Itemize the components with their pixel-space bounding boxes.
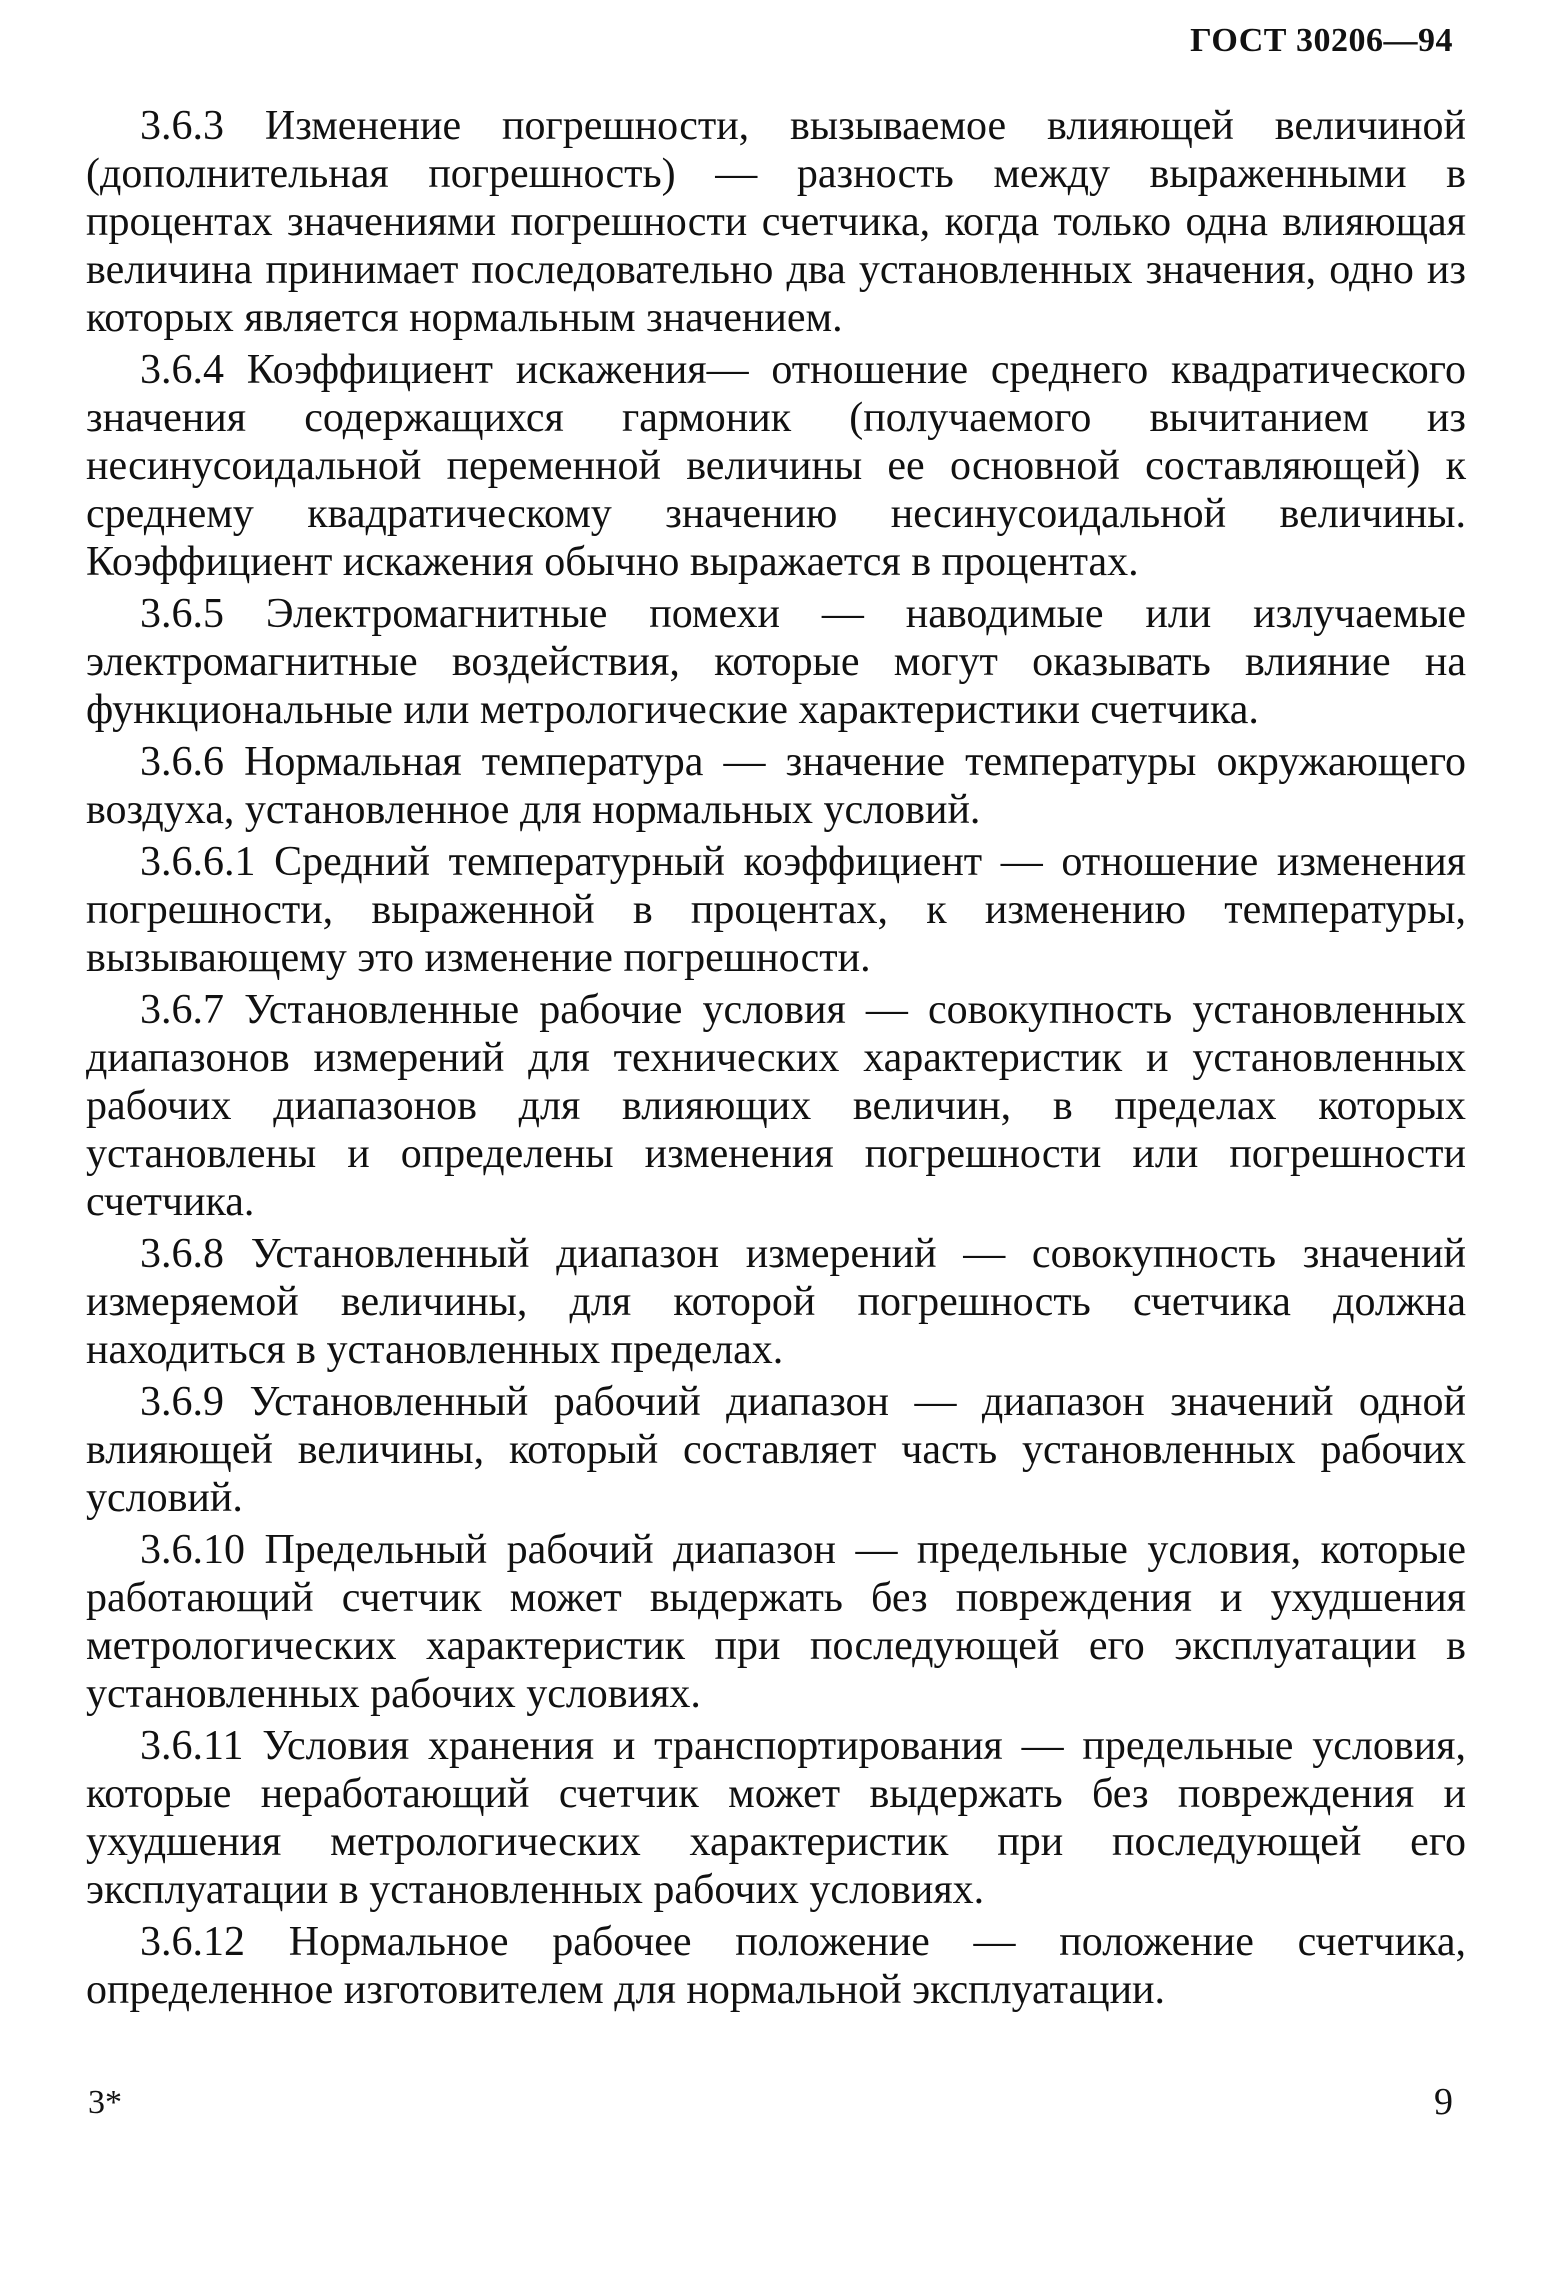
signature-mark: 3* <box>88 2084 122 2121</box>
paragraph-3-6-6-1: 3.6.6.1 Средний температурный коэффициент — отношение изменения погрешности, выраженной в процентах, к изменению температуры, вызывающему это изменение погрешности. <box>86 839 1466 981</box>
paragraph-3-6-6: 3.6.6 Нормальная температура — значение температуры окружающего воздуха, установленное для нормальных условий. <box>86 739 1466 833</box>
paragraph-3-6-5: 3.6.5 Электромагнитные помехи — наводимые или излучаемые электромагнитные воздействия, которые могут оказывать влияние на функциональные или метрологические характеристики счетчика. <box>86 591 1466 733</box>
document-header: ГОСТ 30206—94 <box>1190 22 1453 59</box>
paragraph-3-6-9: 3.6.9 Установленный рабочий диапазон — диапазон значений одной влияющей величины, который составляет часть установленных рабочих условий. <box>86 1379 1466 1521</box>
paragraph-3-6-3: 3.6.3 Изменение погрешности, вызываемое влияющей величиной (дополнительная погрешность) — разность между выраженными в процентах значениями погрешности счетчика, когда только одна влияющая величина принимает последовательно два установленных значения, одно из которых является нормальным значением. <box>86 103 1466 341</box>
paragraph-3-6-8: 3.6.8 Установленный диапазон измерений — совокупность значений измеряемой величины, для которой погрешность счетчика должна находиться в установленных пределах. <box>86 1231 1466 1373</box>
document-body <box>86 102 1466 2018</box>
paragraph-3-6-11: 3.6.11 Условия хранения и транспортирования — предельные условия, которые неработающий счетчик может выдержать без повреждения и ухудшения метрологических характеристик при последующей его эксплуатации в установленных рабочих условиях. <box>86 1723 1466 1913</box>
paragraph-3-6-12: 3.6.12 Нормальное рабочее положение — положение счетчика, определенное изготовителем для нормальной эксплуатации. <box>86 1919 1466 2013</box>
paragraph-3-6-10: 3.6.10 Предельный рабочий диапазон — предельные условия, которые работающий счетчик может выдержать без повреждения и ухудшения метрологических характеристик при последующей его эксплуатации в установленных рабочих условиях. <box>86 1527 1466 1717</box>
paragraph-3-6-4: 3.6.4 Коэффициент искажения— отношение среднего квадратического значения содержащихся гармоник (получаемого вычитанием из несинусоидальной переменной величины ее основной составляющей) к среднему квадратическому значению несинусоидальной величины. Коэффициент искажения обычно выражается в процентах. <box>86 347 1466 585</box>
paragraph-3-6-7: 3.6.7 Установленные рабочие условия — совокупность установленных диапазонов измерений для технических характеристик и установленных рабочих диапазонов для влияющих величин, в пределах которых установлены и определены изменения погрешности или погрешности счетчика. <box>86 987 1466 1225</box>
page-number: 9 <box>1434 2081 1453 2123</box>
